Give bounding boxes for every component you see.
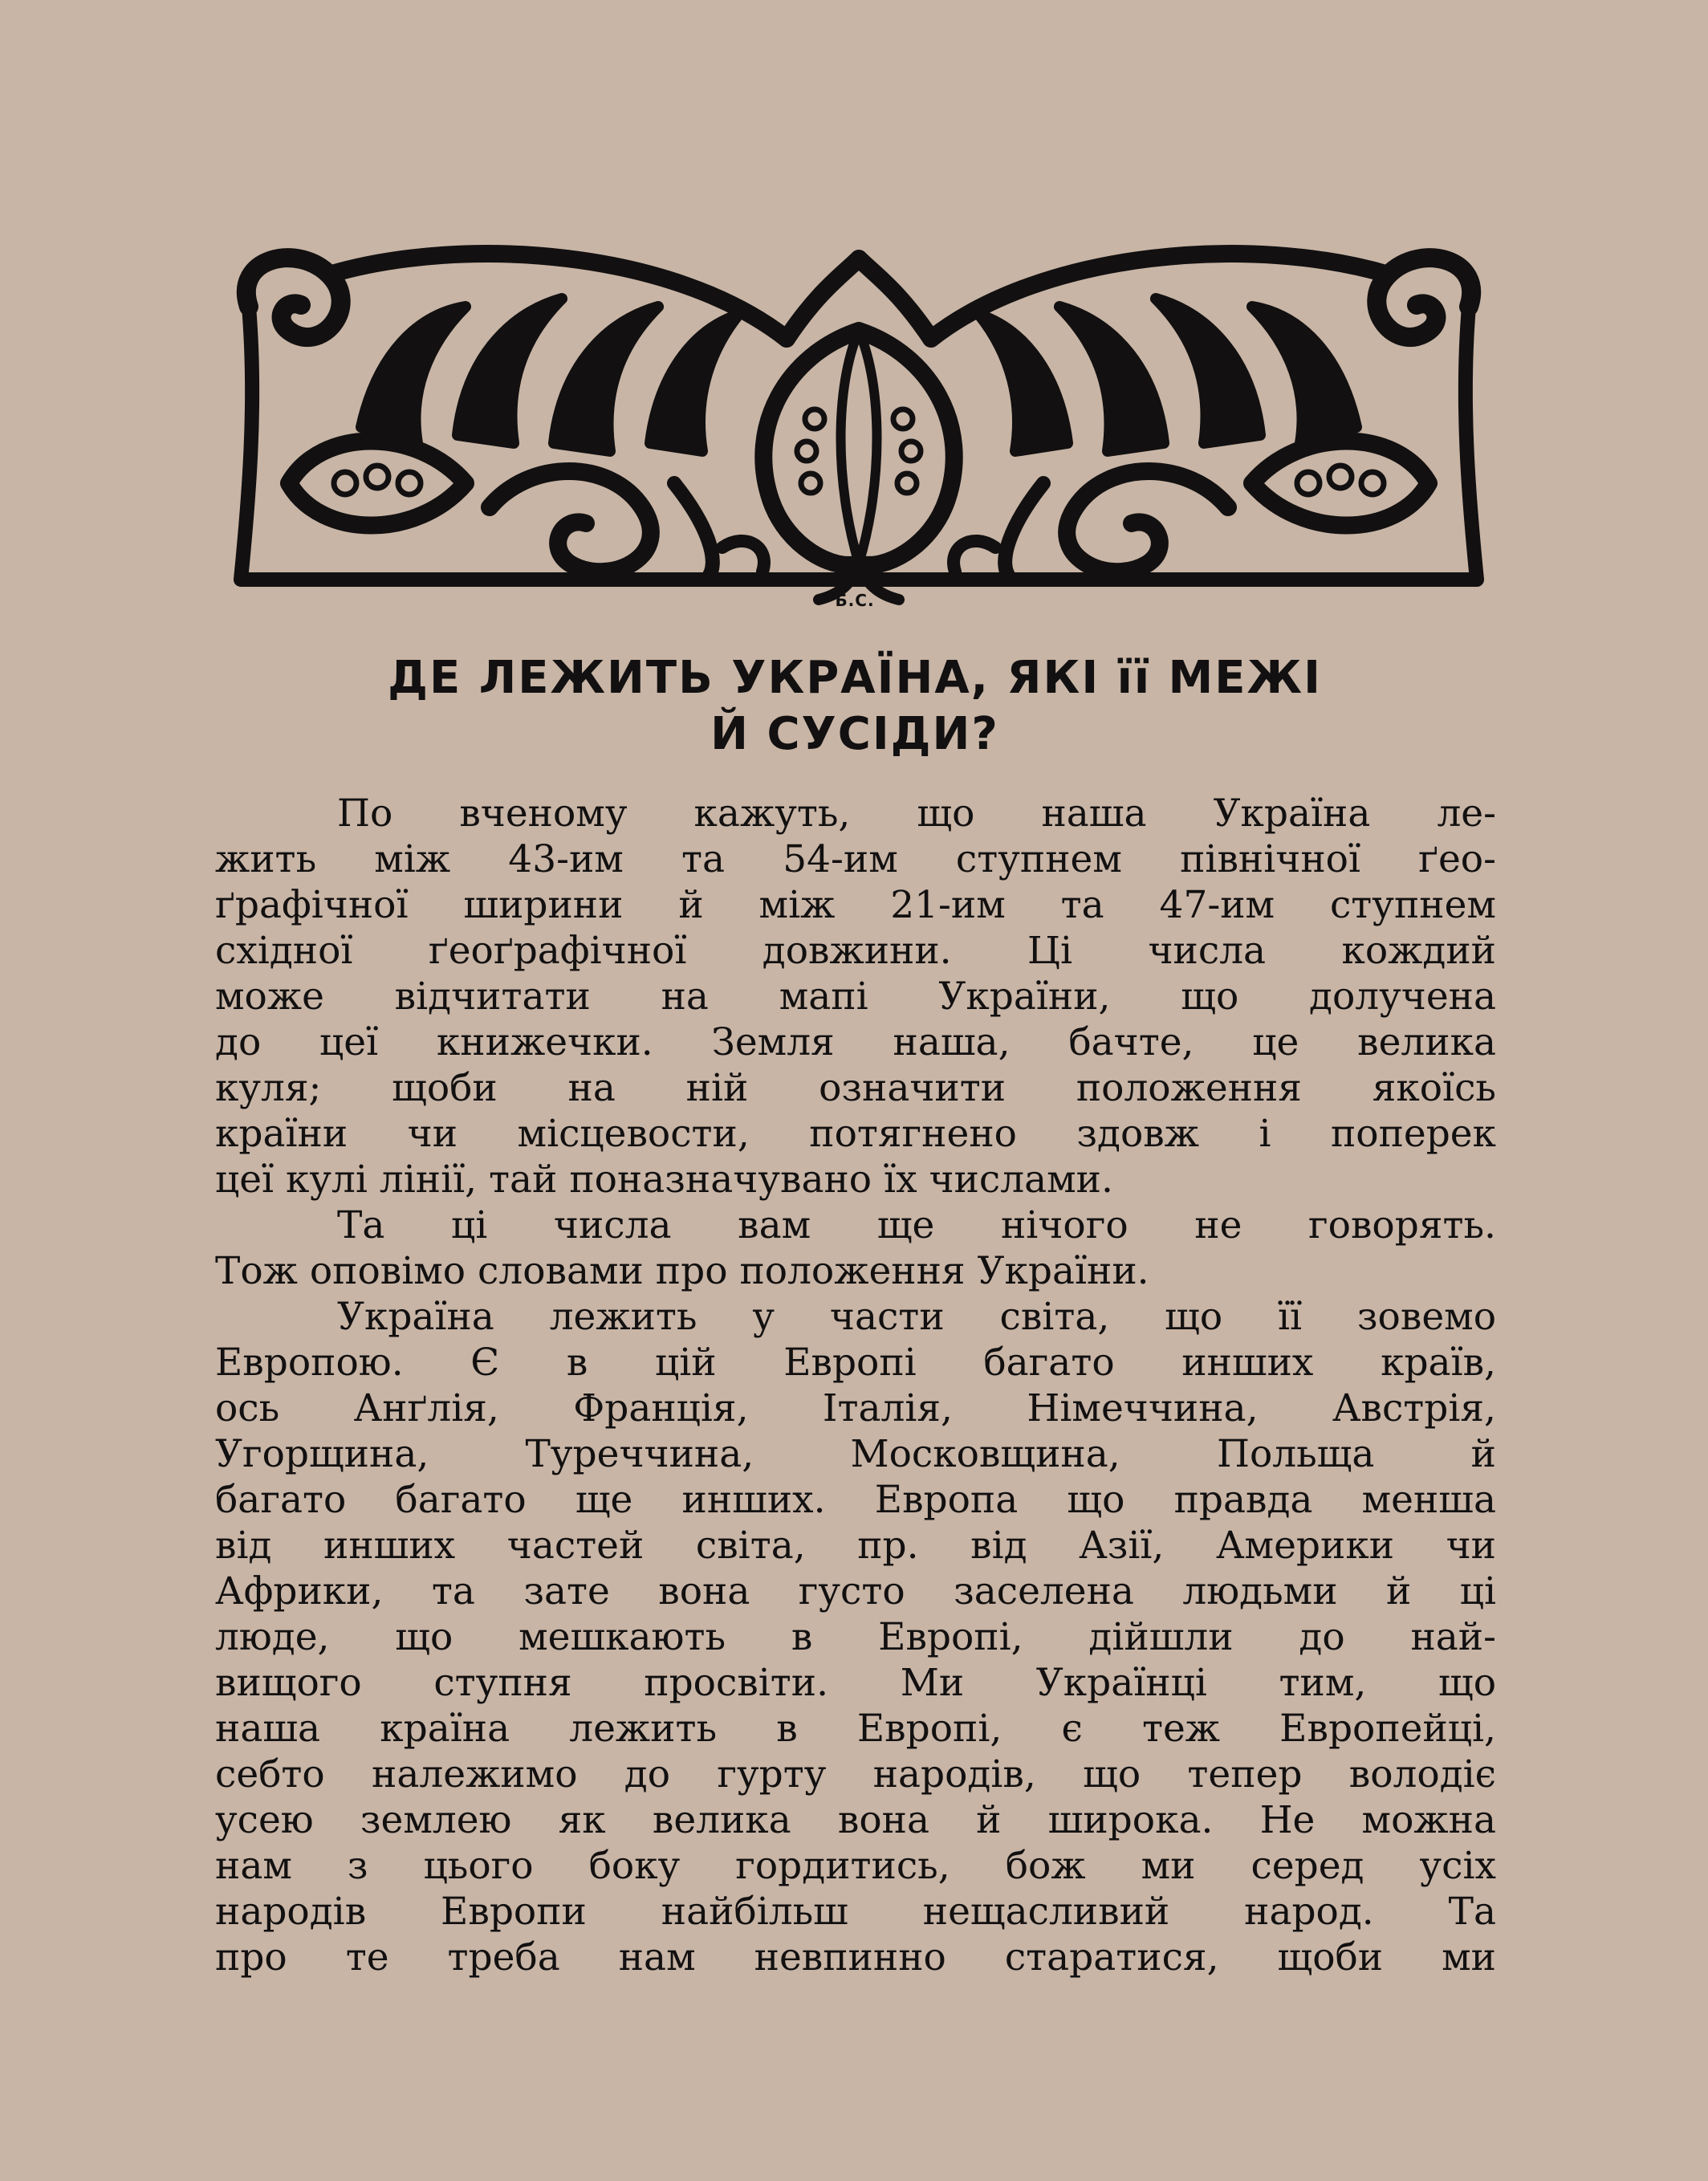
text-line: нам з цього боку гордитись, бож ми серед усіх bbox=[215, 1844, 1496, 1888]
body-text bbox=[215, 791, 1496, 1980]
title-line-1: ДЕ ЛЕЖИТЬ УКРАЇНА, ЯКІ її МЕЖІ bbox=[388, 652, 1322, 704]
text-line: По вченому кажуть, що наша Україна ле- bbox=[337, 791, 1496, 836]
text-line: Та ці числа вам ще нічого не говорять. bbox=[337, 1203, 1496, 1247]
text-line: куля; щоби на ній означити положення якоїсь bbox=[215, 1066, 1496, 1110]
artist-initials: Б.С. bbox=[835, 591, 875, 610]
text-line: себто належимо до гурту народів, що тепер володіє bbox=[215, 1752, 1496, 1796]
ornament-headpiece bbox=[225, 242, 1493, 620]
text-line: може відчитати на мапі України, що долучена bbox=[215, 975, 1496, 1019]
text-line: ось Анґлія, Франція, Італія, Німеччина, Австрія, bbox=[215, 1386, 1496, 1430]
text-line: східної ґеоґрафічної довжини. Ці числа кождий bbox=[215, 929, 1496, 973]
text-line: жить між 43-им та 54-им ступнем північної ґео- bbox=[215, 837, 1496, 881]
text-line: Україна лежить у части світа, що її зовемо bbox=[337, 1295, 1496, 1339]
text-line: усею землею як велика вона й широка. Не можна bbox=[215, 1798, 1496, 1842]
page-title bbox=[265, 650, 1445, 763]
text-line: до цеї книжечки. Земля наша, бачте, це велика bbox=[215, 1020, 1496, 1064]
text-line: вищого ступня просвіти. Ми Українці тим, що bbox=[215, 1661, 1496, 1705]
pomegranate-ornament-icon bbox=[225, 242, 1493, 620]
title-line-2: Й СУСІДИ? bbox=[710, 708, 999, 760]
text-line: Тож оповімо словами про положення України. bbox=[215, 1249, 1149, 1293]
text-line: від инших частей світа, пр. від Азії, Америки чи bbox=[215, 1524, 1496, 1568]
text-line: люде, що мешкають в Европі, дійшли до най- bbox=[215, 1615, 1496, 1659]
text-line: країни чи місцевости, потягнено здовж і поперек bbox=[215, 1112, 1496, 1156]
text-line: наша країна лежить в Европі, є теж Европейці, bbox=[215, 1707, 1496, 1751]
text-line: цеї кулі лінії, тай поназначувано їх числами. bbox=[215, 1158, 1113, 1202]
text-line: ґрафічної ширини й між 21-им та 47-им ступнем bbox=[215, 883, 1496, 927]
text-line: народів Европи найбільш нещасливий народ. Та bbox=[215, 1890, 1496, 1934]
text-line: Европою. Є в цій Европі багато инших країв, bbox=[215, 1341, 1496, 1385]
text-line: про те треба нам невпинно старатися, щоби ми bbox=[215, 1935, 1496, 1980]
text-line: багато багато ще инших. Европа що правда менша bbox=[215, 1478, 1496, 1522]
text-line: Угорщина, Туреччина, Московщина, Польща й bbox=[215, 1432, 1496, 1476]
text-line: Африки, та зате вона густо заселена людьми й ці bbox=[215, 1569, 1496, 1613]
